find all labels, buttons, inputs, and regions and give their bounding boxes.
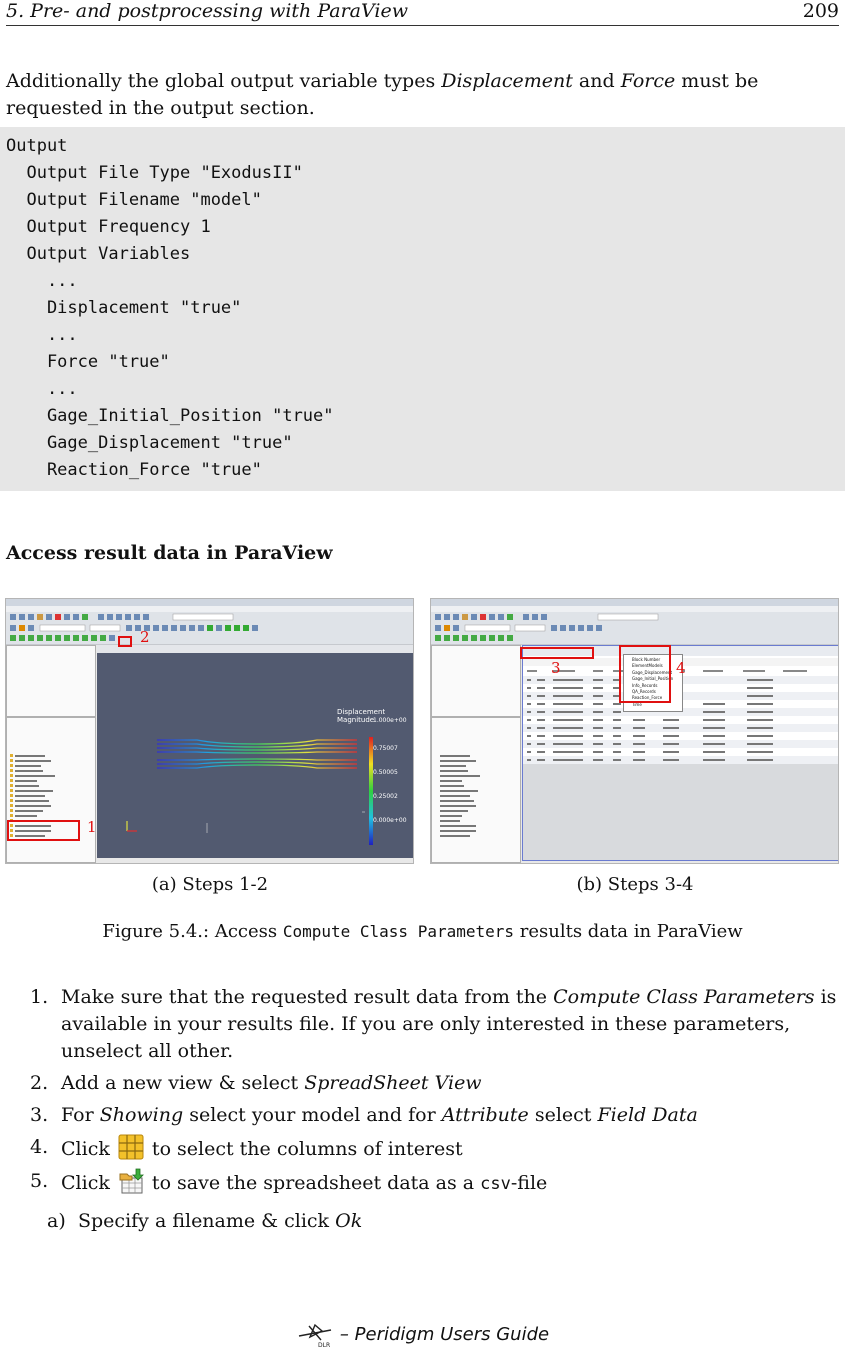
colorbar-min: 0.000e+00 <box>373 817 407 824</box>
dlr-logo-text: DLR <box>317 1342 331 1348</box>
var-displacement: Displacement <box>441 70 573 92</box>
marker-box-2 <box>118 636 132 647</box>
chapter-title: 5. Pre- and postprocessing with ParaView <box>6 0 408 22</box>
render-view <box>97 653 413 858</box>
list-item: 1. Make sure that the requested result data from the Compute Class Parameters is available in your results file. If you are only interested in these parameters, unselect all other. <box>30 986 837 1062</box>
section-heading: Access result data in ParaView <box>6 542 333 564</box>
menu-item: Gage_Initial_Position <box>632 676 674 682</box>
marker-box-3 <box>520 647 594 659</box>
var-force: Force <box>620 70 676 92</box>
spreadsheet-view <box>522 645 839 861</box>
subcaption-b: (b) Steps 3-4 <box>576 874 694 895</box>
marker-1: 1 <box>87 818 97 836</box>
colorbar-v3: 0.25002 <box>373 793 398 800</box>
figure-b-screenshot <box>430 598 839 864</box>
colorbar-max: 1.000e+00 <box>373 717 407 724</box>
steps-list <box>30 984 840 1235</box>
list-item: 2. Add a new view & select SpreadSheet View <box>30 1072 482 1094</box>
list-item: 3. For Showing select your model and for Attribute select Field Data <box>30 1104 698 1126</box>
columns-grid-icon <box>118 1134 144 1160</box>
save-data-icon <box>118 1168 144 1194</box>
colorbar-title: Displacement Magnitude <box>337 708 386 724</box>
marker-2: 2 <box>140 628 150 646</box>
menu-item: QA_Records <box>632 689 656 695</box>
page-number: 209 <box>802 0 839 22</box>
menu-item: Info_Records <box>632 682 658 688</box>
code-text: Output Output File Type "ExodusII" Output Filename "model" Output Frequency 1 Output Variables ... Displacement "true" ... Force "true" ... Gage_Initial_Position "true" Gage_Displacement "true" Reaction_Force "true" <box>6 136 334 480</box>
menu-item: Block Number <box>632 657 661 662</box>
menu-item: Reaction_Force <box>632 695 663 701</box>
subcaption-a: (a) Steps 1-2 <box>151 874 269 895</box>
running-header <box>6 0 839 22</box>
marker-4: 4 <box>676 659 686 677</box>
menu-item: ElementModels <box>632 663 663 669</box>
footer-text: – Peridigm Users Guide <box>339 1324 550 1345</box>
colorbar-v2: 0.50005 <box>373 769 398 776</box>
list-item: 4. Click to select the columns of interest <box>30 1136 463 1160</box>
marker-box-1 <box>7 820 80 841</box>
colorbar-v1: 0.75007 <box>373 745 398 752</box>
menu-item: Gage_Displacement <box>632 669 673 675</box>
intro-paragraph: Additionally the global output variable types Displacement and Force must be requested in the output section. <box>6 70 759 119</box>
figure-a-screenshot <box>5 598 414 864</box>
code-block <box>0 127 845 491</box>
dlr-logo-icon <box>296 1322 334 1348</box>
list-item: 5. Click to save the spreadsheet data as a csv-file <box>30 1170 548 1194</box>
figure-caption: Figure 5.4.: Access Compute Class Parameters results data in ParaView <box>102 921 743 942</box>
marker-box-4 <box>619 645 671 703</box>
marker-3: 3 <box>551 659 561 677</box>
list-item: a) Specify a filename & click Ok <box>47 1210 363 1232</box>
menu-item: Time <box>632 701 642 707</box>
page-footer <box>0 1322 845 1348</box>
header-rule <box>6 25 839 26</box>
